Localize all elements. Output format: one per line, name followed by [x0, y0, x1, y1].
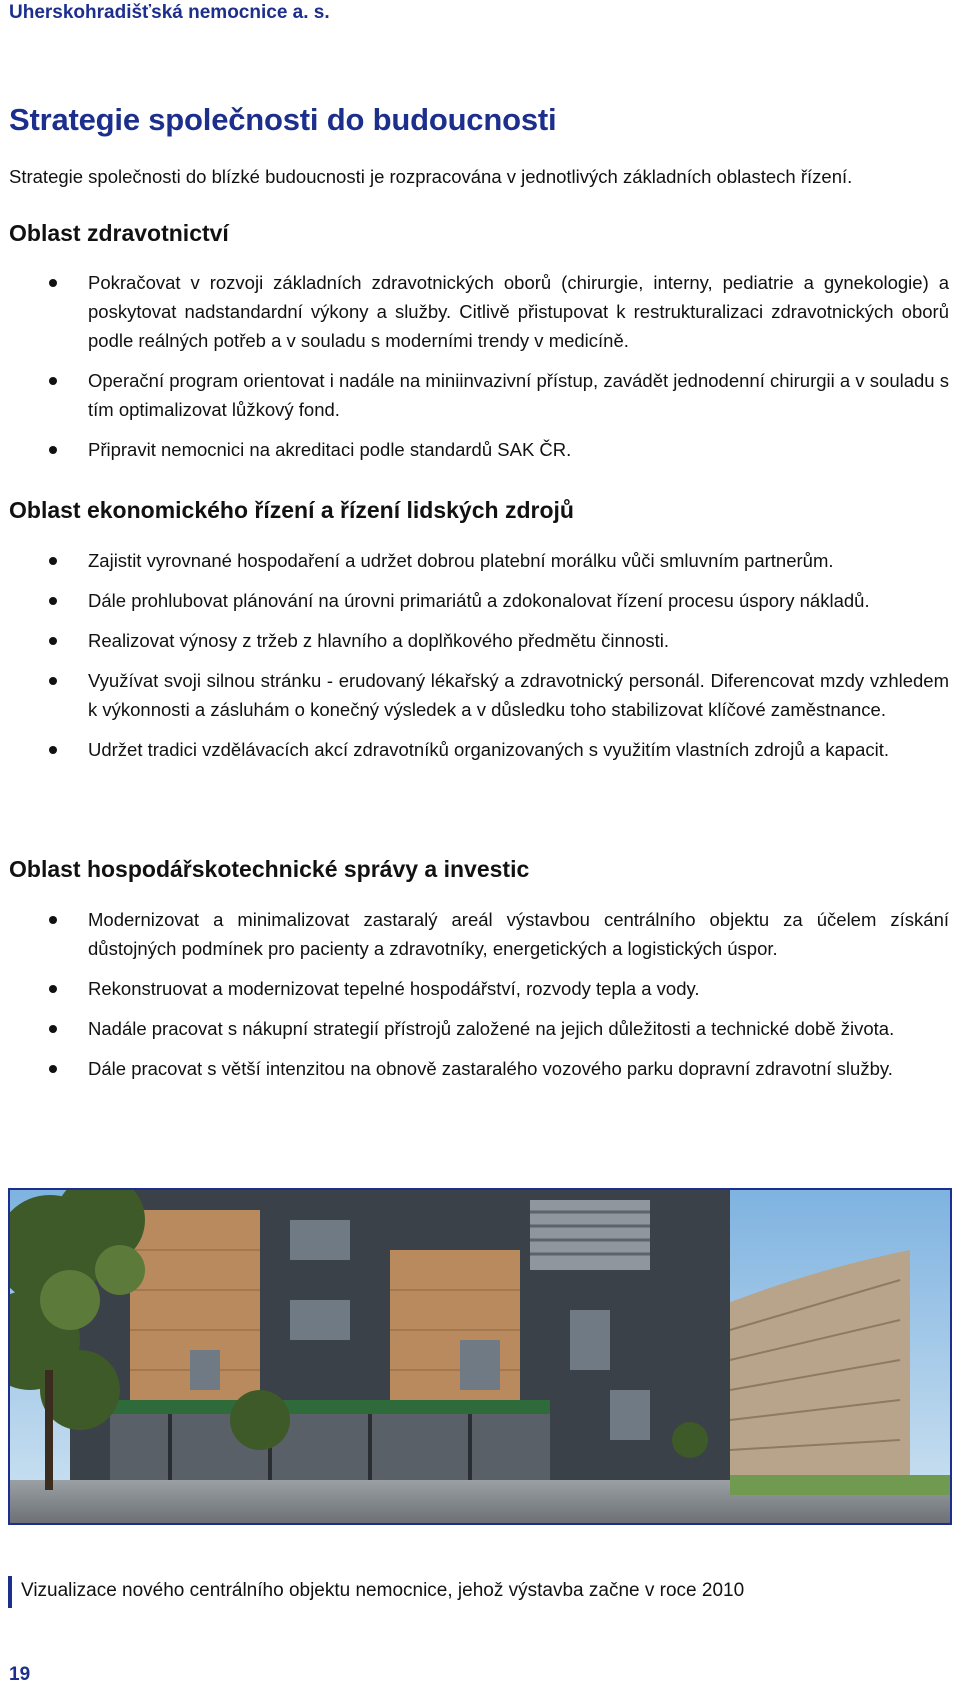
- list-item: Operační program orientovat i nadále na miniinvazivní přístup, zavádět jednodenní chirurgii a v souladu s tím optimalizovat lůžkový fond.: [0, 366, 960, 424]
- section-heading-investments: Oblast hospodářskotechnické správy a investic: [9, 856, 530, 882]
- image-caption: Vizualizace nového centrálního objektu nemocnice, jehož výstavba začne v roce 2010: [21, 1580, 745, 1601]
- list-item: Realizovat výnosy z tržeb z hlavního a doplňkového předmětu činnosti.: [0, 626, 960, 655]
- building-rendering-image: [8, 1188, 952, 1525]
- list-item: Pokračovat v rozvoji základních zdravotnických oborů (chirurgie, interny, pediatrie a gynekologie) a poskytovat nadstandardní výkony a služby. Citlivě přistupovat k restrukturalizaci zdravotnických oborů podle reálných potřeb a v souladu s moderními trendy v medicíně.: [0, 268, 960, 355]
- intro-paragraph: Strategie společnosti do blízké budoucnosti je rozpracována v jednotlivých základních oblastech řízení.: [9, 166, 853, 187]
- section-list-economics: [0, 546, 960, 775]
- page-title: Strategie společnosti do budoucnosti: [9, 102, 557, 137]
- list-item: Dále prohlubovat plánování na úrovni primariátů a zdokonalovat řízení procesu úspory nákladů.: [0, 586, 960, 615]
- list-item: Zajistit vyrovnané hospodaření a udržet dobrou platební morálku vůči smluvním partnerům.: [0, 546, 960, 575]
- list-item: Nadále pracovat s nákupní strategií přístrojů založené na jejich důležitosti a technické době života.: [0, 1014, 960, 1043]
- list-item: Využívat svoji silnou stránku - erudovaný lékařský a zdravotnický personál. Diferencovat mzdy vzhledem k výkonnosti a zásluhám o konečný výsledek a v důsledku toho stabilizovat klíčové zaměstnance.: [0, 666, 960, 724]
- caption-accent-bar: [8, 1576, 12, 1608]
- section-list-healthcare: [0, 268, 960, 475]
- list-item: Modernizovat a minimalizovat zastaralý areál výstavbou centrálního objektu za účelem získání důstojných podmínek pro pacienty a zdravotníky, energetických a logistických úspor.: [0, 905, 960, 963]
- section-list-investments: [0, 905, 960, 1094]
- page-number: 19: [9, 1664, 31, 1685]
- header-organization: Uherskohradišťská nemocnice a. s.: [9, 2, 330, 23]
- list-item: Udržet tradici vzdělávacích akcí zdravotníků organizovaných s využitím vlastních zdrojů a kapacit.: [0, 735, 960, 764]
- section-heading-healthcare: Oblast zdravotnictví: [9, 220, 229, 246]
- list-item: Rekonstruovat a modernizovat tepelné hospodářství, rozvody tepla a vody.: [0, 974, 960, 1003]
- section-heading-economics: Oblast ekonomického řízení a řízení lidských zdrojů: [9, 497, 574, 523]
- list-item: Připravit nemocnici na akreditaci podle standardů SAK ČR.: [0, 435, 960, 464]
- list-item: Dále pracovat s větší intenzitou na obnově zastaralého vozového parku dopravní zdravotní služby.: [0, 1054, 960, 1083]
